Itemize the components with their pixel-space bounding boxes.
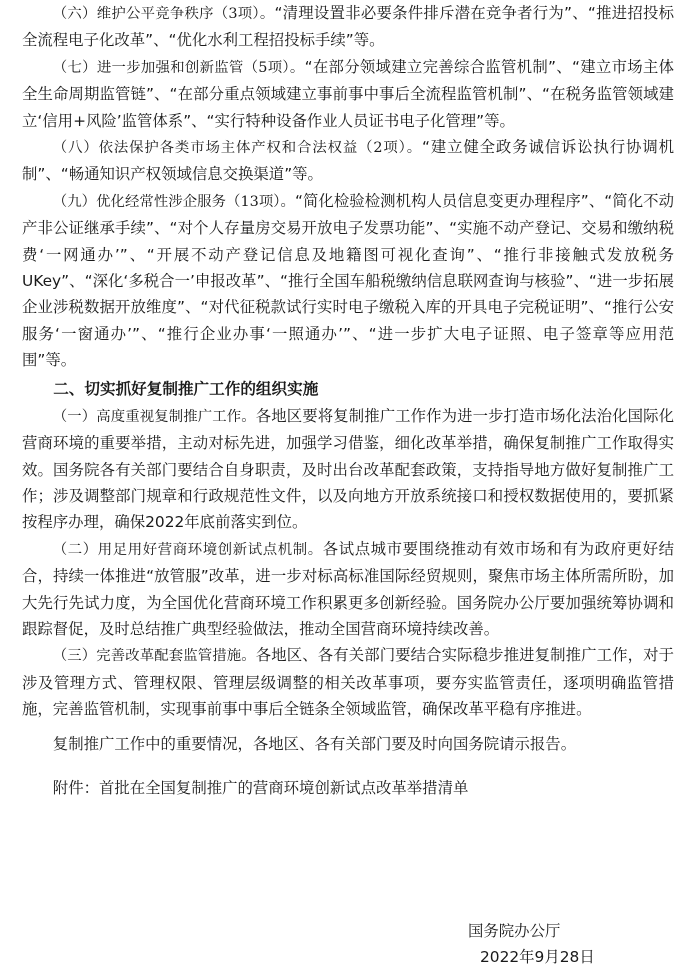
subsection-2-lead: （二）用足用好营商环境创新试点机制。: [52, 541, 323, 558]
subsection-2-text: 各试点城市要围绕推动有效市场和有为政府更好结合，持续一体推进“放管服”改革，进一步对标高标准国际经贸规则，聚焦市场主体所需所盼，加大先行先试力度，为全国优化营商环境工作积累更多创新经验。国务院办公厅要加强统筹协调和跟踪督促，及时总结推广典型经验做法，推动全国营商环境持续改善。: [22, 539, 674, 638]
section-9: [22, 188, 674, 374]
section-8-text: “建立健全政务诚信诉讼执行协调机制”、“畅通知识产权领域信息交换渠道”等。: [22, 138, 674, 184]
attachment-line: 附件：首批在全国复制推广的营商环境创新试点改革举措清单: [52, 778, 469, 797]
section-8: [22, 134, 674, 188]
issue-date: 2022年9月28日: [480, 948, 595, 966]
section-6-lead: （六）维护公平竞争秩序（3项）。: [52, 6, 275, 22]
section-6: [22, 0, 674, 54]
subsection-1: [22, 403, 674, 536]
subsection-3-text: 各地区、各有关部门要结合实际稳步推进复制推广工作，对于涉及管理方式、管理权限、管理层级调整的相关改革事项，要夯实监管责任，逐项明确监管措施，完善监管机制，实现事前事中事后全链条全领域监管，确保改革平稳有序推进。: [22, 646, 674, 719]
document-body: [22, 0, 674, 801]
section-6-text: “清理设置非必要条件排斥潜在竞争者行为”、“推进招投标全流程电子化改革”、“优化水利工程招投标手续”等。: [22, 4, 674, 50]
section-9-text: “简化检验检测机构人员信息变更办理程序”、“简化不动产非公证继承手续”、“对个人存量房交易开放电子发票功能”、“实施不动产登记、交易和缴纳税费‘一网通办’”、“开展不动产登记信息及地籍图可视化查询”、“推行非接触式发放税务UKey”、“深化‘多税合一’申报改革”、“推行全国车船税缴纳信息联网查询与核验”、“进一步拓展企业涉税数据开放维度”、“对代征税款试行实时电子缴税入库的开具电子完税证明”、“推行公安服务‘一窗通办’”、“推行企业办事‘一照通办’”、“进一步扩大电子证照、电子签章等应用范围”等。: [22, 191, 674, 370]
subsection-3: [22, 642, 674, 722]
section-7-text: “在部分领域建立完善综合监管机制”、“建立市场主体全生命周期监管链”、“在部分重点领域建立事前事中事后全流程监管机制”、“在税务监管领域建立‘信用+风险’监管体系”、“实行特种设备作业人员证书电子化管理”等。: [22, 57, 674, 130]
spacer: [22, 757, 674, 775]
section-heading-2: 二、切实抓好复制推广工作的组织实施: [53, 379, 319, 398]
section-7-lead: （七）进一步加强和创新监管（5项）。: [52, 59, 305, 76]
section-7: [22, 54, 674, 134]
subsection-1-text: 各地区要将复制推广工作作为进一步打造市场化法治化国际化营商环境的重要举措，主动对标先进，加强学习借鉴，细化改革举措，确保复制推广工作取得实效。国务院各有关部门要结合自身职责，及时出台改革配套政策，支持指导地方做好复制推广工作；涉及调整部门规章和行政规范性文件，以及向地方开放系统接口和授权数据使用的，要抓紧按程序办理，确保2022年底前落实到位。: [22, 406, 674, 532]
closing-paragraph: 复制推广工作中的重要情况，各地区、各有关部门要及时向国务院请示报告。: [52, 734, 577, 753]
subsection-3-lead: （三）完善改革配套监管措施。: [52, 648, 256, 665]
section-9-lead: （九）优化经常性涉企服务（13项）。: [52, 193, 295, 210]
subsection-1-lead: （一）高度重视复制推广工作。: [52, 408, 256, 425]
signer: 国务院办公厅: [468, 922, 561, 940]
subsection-2: [22, 536, 674, 643]
section-8-lead: （八）依法保护各类市场主体产权和合法权益（2项）。: [52, 140, 423, 157]
